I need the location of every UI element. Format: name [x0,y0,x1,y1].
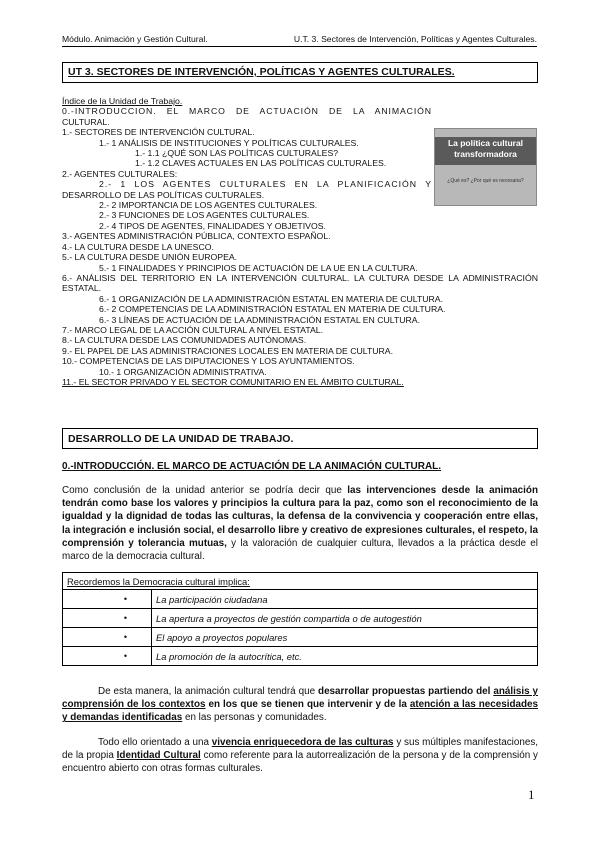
toc-line: 1.- 1 ANÁLISIS DE INSTITUCIONES Y POLÍTICAS CULTURALES. [99,137,359,148]
cultural-policy-thumbnail [434,128,537,206]
toc-line: 3.- AGENTES ADMINISTRACIÓN PÚBLICA, CONTEXTO ESPAÑOL. [62,231,331,242]
p2-bold-underlined-2: atención a las necesidades y demandas identificadas [62,699,539,724]
toc-line: 5.- LA CULTURA DESDE UNIÓN EUROPEA. [62,252,238,263]
toc-line: 2.- 1 LOS AGENTES CULTURALES EN LA PLANIFICACIÓN Y [99,179,432,190]
recap-row [63,647,538,666]
animation-paragraph [62,685,538,725]
recap-item: El apoyo a proyectos populares [152,628,538,647]
toc-line: DESARROLLO DE LAS POLÍTICAS CULTURALES. [62,189,265,200]
toc-line: 7.- MARCO LEGAL DE LA ACCIÓN CULTURAL A NIVEL ESTATAL. [62,324,324,335]
toc-line: 11.- EL SECTOR PRIVADO Y EL SECTOR COMUNITARIO EN EL ÁMBITO CULTURAL. [62,376,404,387]
toc-line: 9.- EL PAPEL DE LAS ADMINISTRACIONES LOCALES EN MATERIA DE CULTURA. [62,345,394,356]
recap-row [63,628,538,647]
toc-line: 2.- 2 IMPORTANCIA DE LOS AGENTES CULTURALES. [99,200,318,211]
header-unit: U.T. 3. Sectores de Intervención, Políticas y Agentes Culturales. [293,34,537,44]
p2-text-end: en las personas y comunidades. [182,712,327,724]
recap-row [63,609,538,628]
toc-line: 1.- 1.2 CLAVES ACTUALES EN LAS POLÍTICAS CULTURALES. [135,158,387,169]
section-0-title: 0.-INTRODUCCIÓN. EL MARCO DE ACTUACIÓN DE LA ANIMACIÓN CULTURAL. [62,461,442,472]
toc-line: 1.- 1.1 ¿QUÉ SON LAS POLÍTICAS CULTURALES? [135,148,339,159]
bullet-icon: • [63,590,152,609]
toc-line: 4.- LA CULTURA DESDE LA UNESCO. [62,241,214,252]
p3-bold-underlined: vivencia enriquecedora de las culturas [211,737,394,748]
toc-line: 2.- AGENTES CULTURALES: [62,168,178,179]
toc-line: 8.- LA CULTURA DESDE LAS COMUNIDADES AUTÓNOMAS. [62,335,307,346]
toc-line: 2.- 4 TIPOS DE AGENTES, FINALIDADES Y OBJETIVOS. [99,220,326,231]
recap-row [63,590,538,609]
recap-header: Recordemos la Democracia cultural implica: [63,573,538,590]
toc-line: 10.- COMPETENCIAS DE LAS DIPUTACIONES Y LOS AYUNTAMIENTOS. [62,356,355,367]
page-number: 1 [528,787,535,802]
development-title-box [62,428,538,449]
p3-identity-term: Identidad Cultural [116,750,201,762]
development-title: DESARROLLO DE LA UNIDAD DE TRABAJO. [68,433,294,445]
intro-text-end: y la valoración de cualquier cultura, llevados a la práctica desde el marco de la democracia cultural. [62,537,538,563]
identity-paragraph [62,736,538,776]
thumbnail-caption: ¿Qué es? ¿Por qué es necesaria? [447,178,524,184]
toc-line: 2.- 3 FUNCIONES DE LOS AGENTES CULTURALES. [99,210,310,221]
p2-bold: desarrollar propuestas partiendo del [318,686,494,697]
p2-text: De esta manera, la animación cultural tendrá que [98,686,319,697]
p3-text: Todo ello orientado a una [98,737,212,748]
recap-item: La participación ciudadana [152,590,538,609]
toc-heading: Índice de la Unidad de Trabajo. [62,96,183,106]
p3-text-end: como referente para la autorrealización de la persona y de la comprensión y encuentro abierto con otras formas culturales. [62,750,538,775]
recap-item: La promoción de la autocrítica, etc. [152,647,538,666]
toc-line: 10.- 1 ORGANIZACIÓN ADMINISTRATIVA. [99,366,267,377]
bullet-icon: • [63,609,152,628]
toc-line: 6.- 2 COMPETENCIAS DE LA ADMINISTRACIÓN ESTATAL EN MATERIA DE CULTURA. [99,304,446,315]
toc-line: 1.- SECTORES DE INTERVENCIÓN CULTURAL. [62,127,255,138]
toc-line: CULTURAL. [62,116,110,127]
intro-paragraph [62,484,538,563]
bullet-icon: • [63,647,152,666]
toc-line: 6.- 1 ORGANIZACIÓN DE LA ADMINISTRACIÓN ESTATAL EN MATERIA DE CULTURA. [99,293,444,304]
p3-text-2: y sus múltiples manifestaciones, de la propia [62,737,539,762]
page-header [62,34,537,47]
toc-line: 6.- ANÁLISIS DEL TERRITORIO EN LA INTERVENCIÓN CULTURAL. LA CULTURA DESDE LA ADMINISTRACIÓN ESTATAL. [62,272,538,294]
intro-text: Como conclusión de la unidad anterior se podría decir que [62,485,348,496]
unit-title-box [62,62,538,83]
p2-bold-2: en los que se tienen que intervenir y de la [205,699,410,711]
intro-bold-text: las intervenciones desde la animación tendrán como base los valores y principios la cultura para la paz, como son el reconocimiento de la igualdad y la dignidad de todas las culturas, la defensa de la convivencia y cooperación entre ellas, la integración e inclusión social, el desarrollo libre y creativo de expresiones culturales, el respeto, la comprensión y tolerancia mutuas, [62,485,538,549]
unit-title: UT 3. SECTORES DE INTERVENCIÓN, POLÍTICAS Y AGENTES CULTURALES. [68,66,455,78]
recap-item: La apertura a proyectos de gestión compartida o de autogestión [152,609,538,628]
toc-line: 6.- 3 LÍNEAS DE ACTUACIÓN DE LA ADMINISTRACIÓN ESTATAL EN CULTURA. [99,314,421,325]
democracy-recap-table [62,572,538,666]
toc-line: 5.- 1 FINALIDADES Y PRINCIPIOS DE ACTUACIÓN DE LA UE EN LA CULTURA. [99,262,418,273]
p2-bold-underlined: análisis y comprensión de los contextos [62,686,538,711]
thumbnail-title: La política cultural transformadora [447,138,524,159]
header-module: Módulo. Animación y Gestión Cultural. [62,34,208,44]
toc-line: 0.-INTRODUCCION. EL MARCO DE ACTUACIÓN DE LA ANIMACIÓN [62,106,432,117]
bullet-icon: • [63,628,152,647]
